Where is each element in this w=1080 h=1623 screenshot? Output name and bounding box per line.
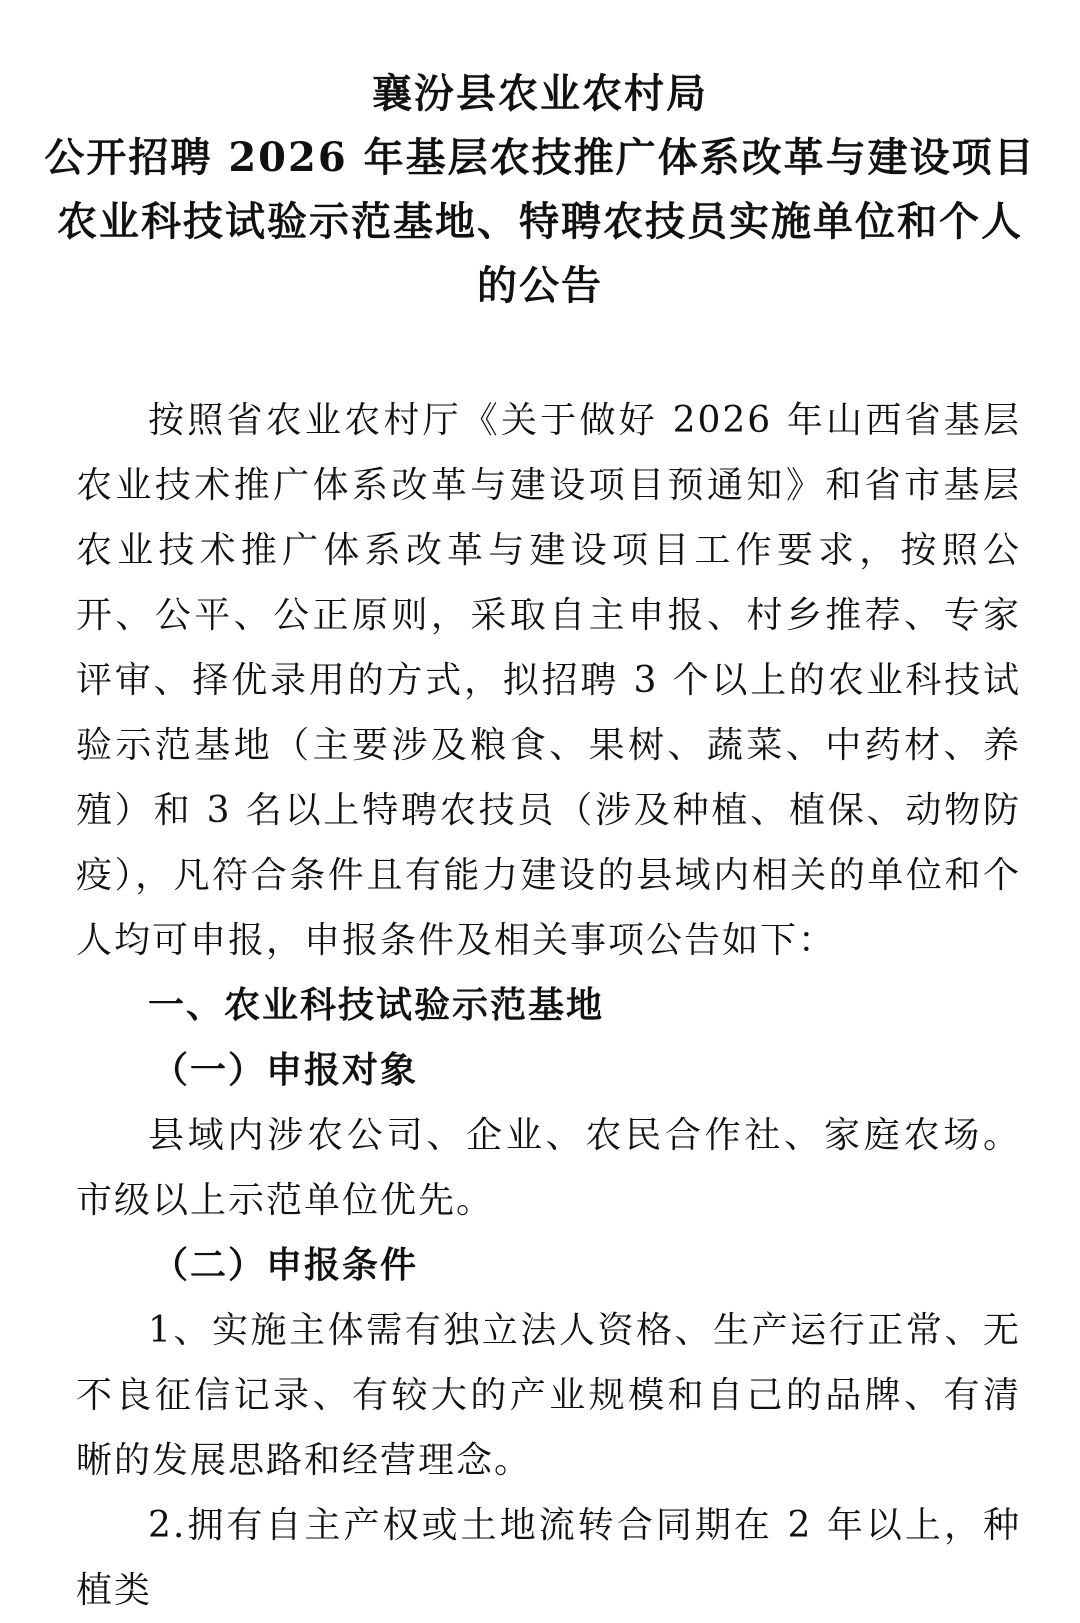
condition-item-1: 1、实施主体需有独立法人资格、生产运行正常、无不良征信记录、有较大的产业规模和自己的品牌、有清晰的发展思路和经营理念。: [76, 1310, 1021, 1481]
condition-item-2: 2.拥有自主产权或土地流转合同期在 2 年以上，种植类: [76, 1505, 1021, 1611]
subsection-2-heading: （二）申报条件: [152, 1245, 419, 1286]
section-1-heading: 一、农业科技试验示范基地: [148, 985, 605, 1026]
subsection-1-heading: （一）申报对象: [152, 1050, 419, 1091]
title-line-4: 的公告: [477, 262, 603, 309]
title-line-2: 公开招聘 2026 年基层农技推广体系改革与建设项目: [44, 134, 1036, 181]
title-line-3: 农业科技试验示范基地、特聘农技员实施单位和个人: [57, 198, 1023, 245]
document-body: [76, 388, 1021, 1623]
document-title: [0, 62, 1080, 318]
intro-paragraph: 按照省农业农村厅《关于做好 2026 年山西省基层农业技术推广体系改革与建设项目预通知》和省市基层农业技术推广体系改革与建设项目工作要求，按照公开、公平、公正原则，采取自主申报、村乡推荐、专家评审、择优录用的方式，拟招聘 3 个以上的农业科技试验示范基地（主要涉及粮食、果树、蔬菜、中药材、养殖）和 3 名以上特聘农技员（涉及种植、植保、动物防疫），凡符合条件且有能力建设的县域内相关的单位和个人均可申报，申报条件及相关事项公告如下：: [76, 400, 1021, 961]
subsection-1-text: 县域内涉农公司、企业、农民合作社、家庭农场。市级以上示范单位优先。: [76, 1115, 1021, 1221]
title-line-1: 襄汾县农业农村局: [372, 70, 708, 117]
